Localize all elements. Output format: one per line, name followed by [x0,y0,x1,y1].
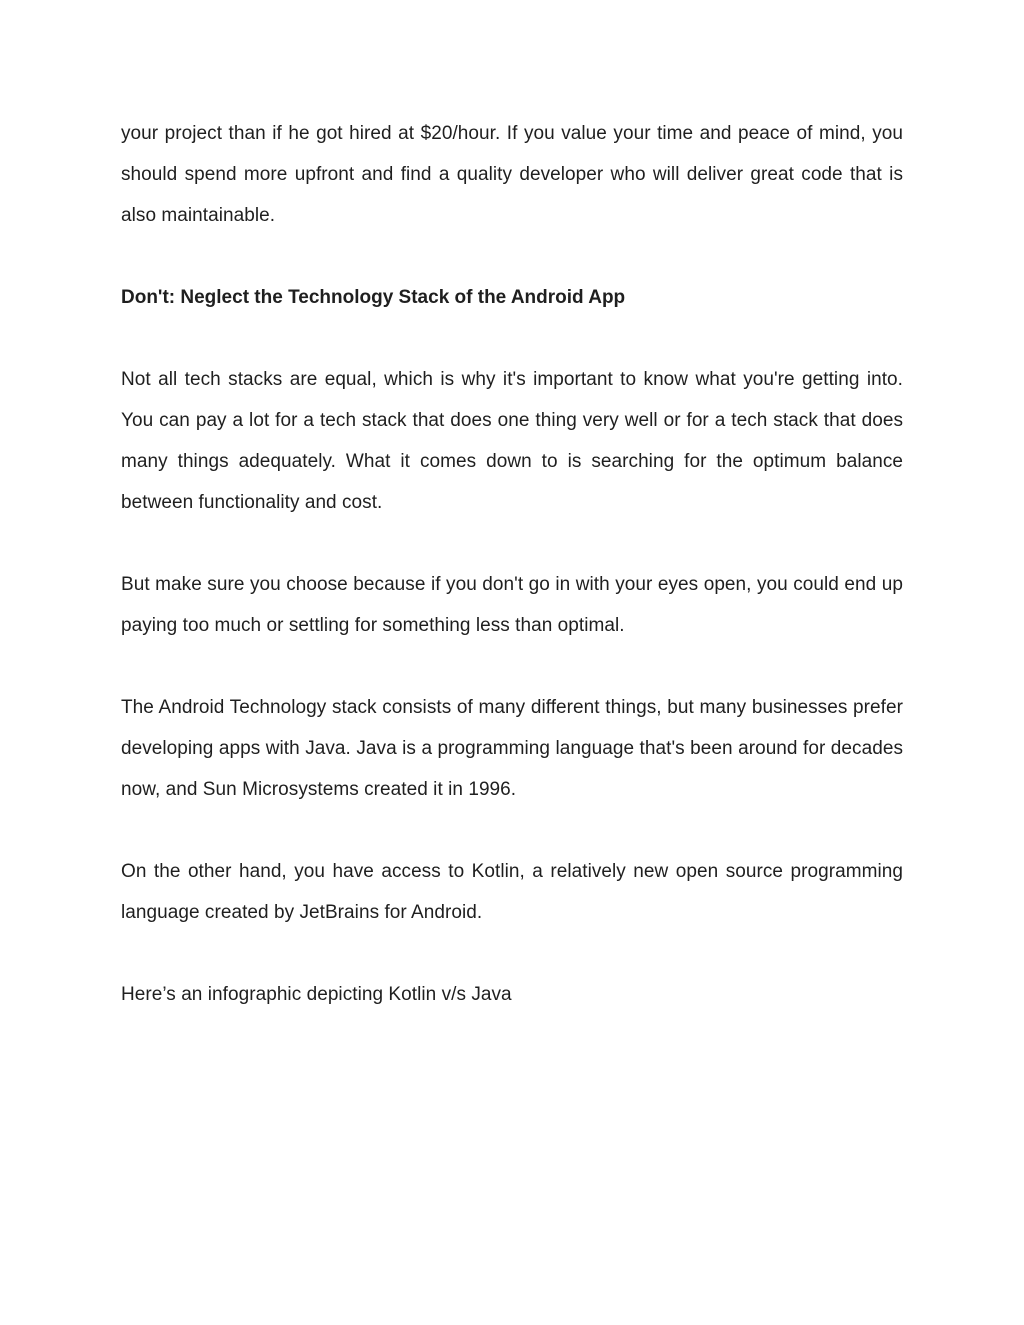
paragraph-developer-cost: your project than if he got hired at $20/hour. If you value your time and peace of mind, you should spend more upfront and find a quality developer who will deliver great code that is also maintainable. [121,123,903,226]
document-body [121,113,903,1015]
section-heading: Don't: Neglect the Technology Stack of the Android App [121,287,626,308]
paragraph-kotlin: On the other hand, you have access to Kotlin, a relatively new open source programming language created by JetBrains for Android. [121,861,903,923]
paragraph-java: The Android Technology stack consists of many different things, but many businesses prefer developing apps with Java. Java is a programming language that's been around for decades now, and Sun Microsystems created it in 1996. [121,697,903,800]
paragraph-infographic-intro: Here’s an infographic depicting Kotlin v/s Java [121,984,512,1005]
paragraph-choose-carefully: But make sure you choose because if you don't go in with your eyes open, you could end up paying too much or settling for something less than optimal. [121,574,903,636]
paragraph-tech-stacks: Not all tech stacks are equal, which is why it's important to know what you're getting into. You can pay a lot for a tech stack that does one thing very well or for a tech stack that does many things adequately. What it comes down to is searching for the optimum balance between functionality and cost. [121,369,903,513]
